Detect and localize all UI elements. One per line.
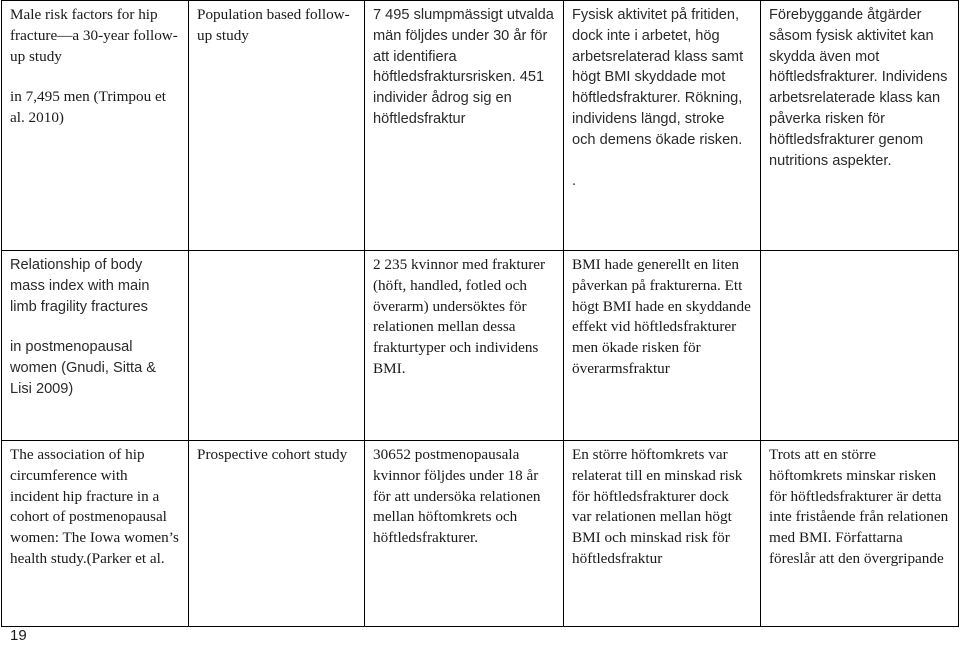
study-title-part-1: Male risk factors for hip fracture—a 30-year follow-up study	[10, 6, 178, 65]
conclusion-cell: Förebyggande åtgärder såsom fysisk aktivitet kan skydda även mot höftledsfrakturer. Individens arbetsrelaterade klass kan påverka risken för höftledsfrakturer genom nutritions aspekter.	[761, 1, 959, 251]
results-trailing-mark: .	[572, 172, 577, 189]
literature-review-table	[1, 0, 959, 627]
conclusion-cell: Trots att en större höftomkrets minskar risken för höftledsfrakturer är detta inte fristående från relationen med BMI. Författarna föreslår att den övergripande	[761, 441, 959, 627]
table-row	[2, 251, 959, 441]
results-cell: En större höftomkrets var relaterat till en minskad risk för höftledsfrakturer dock var relationen mellan högt BMI och minskad risk för höftledsfraktur	[564, 441, 761, 627]
page-number: 19	[10, 627, 27, 644]
results-cell: BMI hade generellt en liten påverkan på frakturerna. Ett högt BMI hade en skyddande effekt vid höftledsfrakturer men ökade risken för överarmsfraktur	[564, 251, 761, 441]
study-title-cell	[2, 251, 189, 441]
study-design-cell	[189, 251, 365, 441]
study-title-part-2: in postmenopausal women (Gnudi, Sitta & Lisi 2009)	[10, 339, 157, 397]
table-row	[2, 441, 959, 627]
table-row	[2, 1, 959, 251]
study-title-part-2: in 7,495 men (Trimpou et al. 2010)	[10, 88, 166, 127]
study-design-cell: Population based follow-up study	[189, 1, 365, 251]
results-text: Fysisk aktivitet på fritiden, dock inte i arbetet, hög arbetsrelaterad klass samt högt BMI skyddade mot höftledsfrakturer. Rökning, individens längd, stroke och demens ökade risken.	[572, 7, 744, 148]
study-title-cell	[2, 1, 189, 251]
study-title-cell: The association of hip circumference with incident hip fracture in a cohort of postmenopausal women: The Iowa women’s health study.(Parker et al.	[2, 441, 189, 627]
sample-cell: 2 235 kvinnor med frakturer (höft, handled, fotled och överarm) undersöktes för relationen mellan dessa frakturtyper och individens BMI.	[365, 251, 564, 441]
conclusion-cell	[761, 251, 959, 441]
sample-cell: 30652 postmenopausala kvinnor följdes under 18 år för att undersöka relationen mellan höftomkrets och höftledsfrakturer.	[365, 441, 564, 627]
study-design-cell: Prospective cohort study	[189, 441, 365, 627]
results-cell	[564, 1, 761, 251]
sample-cell: 7 495 slumpmässigt utvalda män följdes under 30 år för att identifiera höftledsfraktursrisken. 451 individer ådrog sig en höftledsfraktur	[365, 1, 564, 251]
study-title-part-1: Relationship of body mass index with main limb fragility fractures	[10, 257, 150, 315]
